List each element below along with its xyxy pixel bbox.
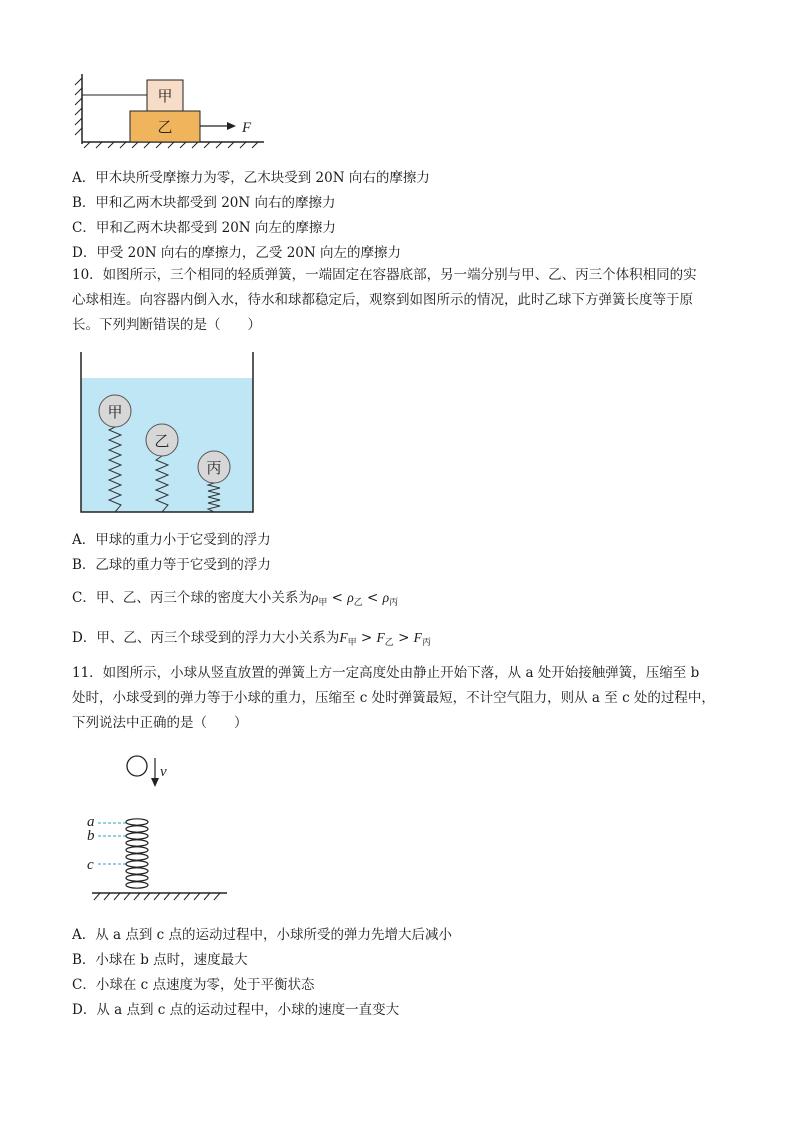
q11-option-a: A．从 a 点到 c 点的运动过程中，小球所受的弹力先增大后减小 bbox=[72, 927, 453, 943]
q9-option-a: A．甲木块所受摩擦力为零，乙木块受到 20N 向右的摩擦力 bbox=[72, 170, 430, 186]
q10-option-a: A．甲球的重力小于它受到的浮力 bbox=[72, 532, 271, 548]
q11-stem-line-2: 处时，小球受到的弹力等于小球的重力，压缩至 c 处时弹簧最短，不计空气阻力，则从 a 至 c 处的过程中， bbox=[72, 690, 715, 706]
force-symbol: F bbox=[413, 630, 422, 645]
ball-jia-label: 甲 bbox=[107, 403, 123, 421]
q11-option-b: B．小球在 b 点时，速度最大 bbox=[72, 952, 248, 968]
lt-sign: < bbox=[331, 590, 343, 606]
block-jia-label: 甲 bbox=[157, 87, 173, 105]
gt-sign: > bbox=[398, 630, 410, 646]
q11-stem bbox=[72, 661, 732, 736]
q11-spring-figure bbox=[82, 752, 237, 910]
falling-ball bbox=[127, 756, 147, 776]
sub-bing: 丙 bbox=[389, 598, 399, 608]
sub-yi: 乙 bbox=[353, 598, 363, 608]
q9-option-b: B．甲和乙两木块都受到 20N 向右的摩擦力 bbox=[72, 195, 336, 211]
q10-stem bbox=[72, 263, 732, 338]
q9-option-c: C．甲和乙两木块都受到 20N 向左的摩擦力 bbox=[72, 220, 336, 236]
lt-sign: < bbox=[367, 590, 379, 606]
sub-jia: 甲 bbox=[347, 638, 357, 648]
q9-friction-figure bbox=[70, 70, 280, 150]
q11-stem-line-3: 下列说法中正确的是（ ） bbox=[72, 715, 248, 731]
rho-symbol: ρ bbox=[382, 590, 390, 605]
rho-symbol: ρ bbox=[311, 590, 319, 605]
block-yi-label: 乙 bbox=[157, 118, 173, 136]
force-symbol: F bbox=[376, 630, 385, 645]
q11-option-d: D．从 a 点到 c 点的运动过程中，小球的速度一直变大 bbox=[72, 1002, 400, 1018]
velocity-label: v bbox=[160, 764, 167, 780]
point-c-label: c bbox=[87, 857, 94, 873]
q10-option-c-text: C．甲、乙、丙三个球的密度大小关系为 bbox=[72, 590, 312, 606]
sub-yi: 乙 bbox=[384, 638, 394, 648]
q10-option-b: B．乙球的重力等于它受到的浮力 bbox=[72, 557, 271, 573]
q11-stem-line-1: 11．如图所示，小球从竖直放置的弹簧上方一定高度处由静止开始下落，从 a 处开始接触弹簧，压缩至 b bbox=[72, 665, 700, 681]
gt-sign: > bbox=[360, 630, 373, 646]
point-b-label: b bbox=[87, 828, 95, 844]
q10-stem-line-1: 10．如图所示，三个相同的轻质弹簧，一端固定在容器底部，另一端分别与甲、乙、丙三个体积相同的实 bbox=[72, 267, 697, 283]
force-label: F bbox=[242, 120, 252, 136]
force-symbol: F bbox=[339, 630, 348, 645]
q9-option-d: D．甲受 20N 向右的摩擦力，乙受 20N 向左的摩擦力 bbox=[72, 245, 401, 261]
sub-jia: 甲 bbox=[318, 598, 328, 608]
sub-bing: 丙 bbox=[421, 638, 431, 648]
q10-option-c bbox=[72, 589, 398, 612]
ball-bing-label: 丙 bbox=[206, 459, 222, 477]
q10-stem-line-2: 心球相连。向容器内倒入水，待水和球都稳定后，观察到如图所示的情况，此时乙球下方弹簧长度等于原 bbox=[72, 292, 693, 308]
ball-yi-label: 乙 bbox=[154, 432, 170, 450]
rho-symbol: ρ bbox=[347, 590, 354, 605]
q10-container-figure bbox=[78, 350, 258, 516]
q11-option-c: C．小球在 c 点速度为零，处于平衡状态 bbox=[72, 977, 315, 993]
q10-option-d bbox=[72, 629, 431, 652]
q10-option-d-text: D．甲、乙、丙三个球受到的浮力大小关系为 bbox=[72, 630, 340, 646]
q10-stem-line-3: 长。下列判断错误的是（ ） bbox=[72, 317, 261, 333]
vertical-spring bbox=[126, 819, 148, 888]
point-a-label: a bbox=[87, 814, 95, 830]
